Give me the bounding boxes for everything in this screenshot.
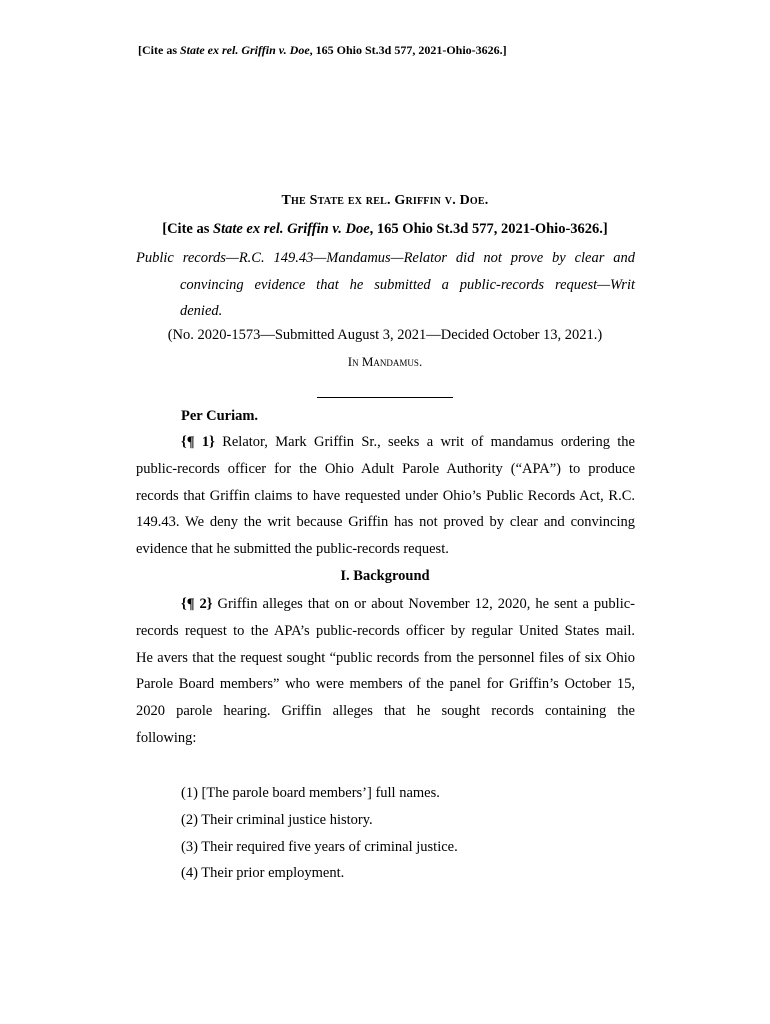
paragraph-line: public-records officer for the Ohio Adult Parole Authority (“APA”) to produce xyxy=(136,460,635,477)
paragraph-line: He avers that the request sought “public records from the personnel files of six Ohio xyxy=(136,649,635,666)
paragraph-line: following: xyxy=(136,729,197,746)
paragraph-marker: {¶ 1} xyxy=(181,434,215,450)
header-cite-prefix: [Cite as xyxy=(138,43,180,57)
cite-suffix: , 165 Ohio St.3d 577, 2021-Ohio-3626.] xyxy=(369,221,608,237)
syllabus xyxy=(136,245,635,325)
paragraph-marker: {¶ 2} xyxy=(181,596,213,612)
separator-rule xyxy=(317,397,453,398)
in-mandamus-heading: In Mandamus. xyxy=(347,354,423,369)
per-curiam-heading: Per Curiam. xyxy=(181,408,259,424)
records-list xyxy=(181,780,458,887)
header-cite-case: State ex rel. Griffin v. Doe xyxy=(180,43,310,57)
citation-line xyxy=(0,221,770,238)
paragraph-line: records request to the APA’s public-records officer by regular United States mail. xyxy=(136,622,635,639)
header-cite-suffix: , 165 Ohio St.3d 577, 2021-Ohio-3626.] xyxy=(309,43,507,57)
list-item: (2) Their criminal justice history. xyxy=(181,811,373,828)
cite-case: State ex rel. Griffin v. Doe xyxy=(213,221,370,237)
cite-prefix: [Cite as xyxy=(162,221,213,237)
paragraph-1 xyxy=(136,429,635,563)
list-item: (4) Their prior employment. xyxy=(181,865,345,882)
paragraph-2 xyxy=(136,591,635,752)
paragraph-line: evidence that he submitted the public-records request. xyxy=(136,541,449,558)
syllabus-line: convincing evidence that he submitted a public-records request—Writ xyxy=(180,276,635,293)
section-heading-background: I. Background xyxy=(340,568,430,584)
list-item: (3) Their required five years of criminal justice. xyxy=(181,838,458,855)
running-header-citation xyxy=(138,43,507,58)
paragraph-line: {¶ 1} Relator, Mark Griffin Sr., seeks a writ of mandamus ordering the xyxy=(181,434,635,450)
paragraph-line: records that Griffin claims to have requested under Ohio’s Public Records Act, R.C. xyxy=(136,487,635,504)
paragraph-line: {¶ 2} Griffin alleges that on or about November 12, 2020, he sent a public- xyxy=(181,596,636,612)
case-title: The State ex rel. Griffin v. Doe. xyxy=(281,193,489,208)
syllabus-line: denied. xyxy=(180,303,223,319)
paragraph-line: 149.43. We deny the writ because Griffin has not proved by clear and convincing xyxy=(136,514,635,531)
syllabus-line: Public records—R.C. 149.43—Mandamus—Relator did not prove by clear and xyxy=(136,250,635,266)
docket-line: (No. 2020-1573—Submitted August 3, 2021—Decided October 13, 2021.) xyxy=(167,327,603,343)
paragraph-line: 2020 parole hearing. Griffin alleges that he sought records containing the xyxy=(136,703,635,720)
list-item: (1) [The parole board members’] full names. xyxy=(181,785,440,801)
paragraph-line: Parole Board members” who were members of the panel for Griffin’s October 15, xyxy=(136,676,635,693)
